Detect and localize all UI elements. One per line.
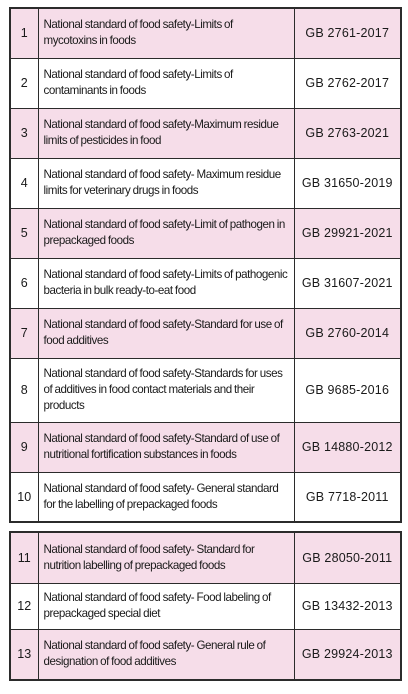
standard-code: GB 13432-2013 xyxy=(294,583,401,629)
standard-name: National standard of food safety-Limit of pathogen in prepackaged foods xyxy=(38,208,294,258)
row-number: 4 xyxy=(10,158,38,208)
standard-name: National standard of food safety- Maximum residue limits for veterinary drugs in foods xyxy=(38,158,294,208)
row-number: 6 xyxy=(10,258,38,308)
standard-name: National standard of food safety- Food labeling of prepackaged special diet xyxy=(38,583,294,629)
row-number: 2 xyxy=(10,58,38,108)
row-number: 10 xyxy=(10,472,38,522)
standard-name: National standard of food safety-Standard of use of nutritional fortification substances in foods xyxy=(38,422,294,472)
standard-code: GB 29921-2021 xyxy=(294,208,401,258)
standard-name: National standard of food safety-Maximum residue limits of pesticides in food xyxy=(38,108,294,158)
standard-code: GB 31650-2019 xyxy=(294,158,401,208)
row-number: 9 xyxy=(10,422,38,472)
row-number: 5 xyxy=(10,208,38,258)
standard-name: National standard of food safety- General rule of designation of food additives xyxy=(38,629,294,680)
table-row xyxy=(10,629,401,680)
standard-code: GB 7718-2011 xyxy=(294,472,401,522)
standard-code: GB 2760-2014 xyxy=(294,308,401,358)
row-number: 8 xyxy=(10,358,38,422)
standard-code: GB 2763-2021 xyxy=(294,108,401,158)
table-row xyxy=(10,583,401,629)
row-number: 12 xyxy=(10,583,38,629)
standard-code: GB 14880-2012 xyxy=(294,422,401,472)
standard-name: National standard of food safety-Standard for use of food additives xyxy=(38,308,294,358)
table-row xyxy=(10,258,401,308)
standard-name: National standard of food safety-Standards for uses of additives in food contact materials and their products xyxy=(38,358,294,422)
standards-table-continued xyxy=(9,531,402,681)
row-number: 1 xyxy=(10,8,38,58)
row-number: 13 xyxy=(10,629,38,680)
standard-code: GB 2762-2017 xyxy=(294,58,401,108)
table-row xyxy=(10,532,401,583)
standard-name: National standard of food safety-Limits of mycotoxins in foods xyxy=(38,8,294,58)
standard-name: National standard of food safety- General standard for the labelling of prepackaged foods xyxy=(38,472,294,522)
standard-name: National standard of food safety- Standard for nutrition labelling of prepackaged foods xyxy=(38,532,294,583)
row-number: 11 xyxy=(10,532,38,583)
table-row xyxy=(10,422,401,472)
standard-name: National standard of food safety-Limits of pathogenic bacteria in bulk ready-to-eat food xyxy=(38,258,294,308)
table-row xyxy=(10,8,401,58)
table-row xyxy=(10,158,401,208)
table-row xyxy=(10,308,401,358)
standard-code: GB 29924-2013 xyxy=(294,629,401,680)
standards-table-main xyxy=(9,7,402,523)
standard-code: GB 2761-2017 xyxy=(294,8,401,58)
table-row xyxy=(10,208,401,258)
row-number: 7 xyxy=(10,308,38,358)
standard-code: GB 9685-2016 xyxy=(294,358,401,422)
table-row xyxy=(10,108,401,158)
standard-code: GB 31607-2021 xyxy=(294,258,401,308)
table-row xyxy=(10,58,401,108)
table-row xyxy=(10,472,401,522)
standard-code: GB 28050-2011 xyxy=(294,532,401,583)
table-row xyxy=(10,358,401,422)
row-number: 3 xyxy=(10,108,38,158)
standard-name: National standard of food safety-Limits of contaminants in foods xyxy=(38,58,294,108)
